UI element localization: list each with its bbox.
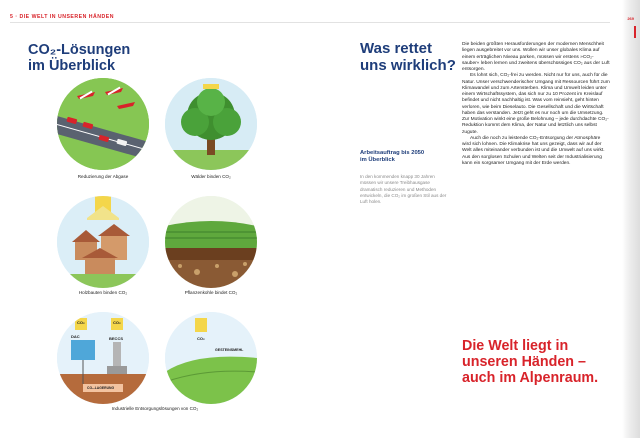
industry-storage-icon — [57, 312, 149, 404]
caption-waelder: Wälder binden CO₂ — [191, 174, 231, 179]
body-paragraph-3: Auch die noch zu leistende CO₂-Entsorgung der Atmosphäre wird sich lohnen. Die Klimakrise hat uns gezeigt, dass wir auf der Welt alles miteinander verbunden ist und die Umwelt auf uns wirkt. Aus den sorglosen Schulen und Welten seit der Industrialisierung kann ein sorgsamer Umgang mit der Erde werden. — [462, 135, 605, 166]
caption-holzbauten: Holzbauten binden CO₂ — [78, 290, 128, 295]
label-co2-2: CO₂ — [113, 320, 121, 325]
header-divider — [10, 22, 610, 23]
left-title-line1: CO₂-Lösungen — [28, 42, 131, 58]
mid-title-line2: uns wirklich? — [360, 57, 456, 74]
left-title-line2: im Überblick — [28, 58, 116, 74]
tree-icon — [165, 78, 257, 170]
left-title — [28, 42, 130, 74]
pull-quote — [462, 338, 598, 387]
rock-dust-icon — [165, 312, 257, 404]
caption-reduzierung: Reduzierung der Abgase — [77, 174, 129, 179]
houses-icon — [57, 196, 149, 288]
quote-line3: auch im Alpenraum. — [462, 370, 599, 387]
sub-heading-line2: im Überblick — [360, 157, 395, 163]
label-beccs: BECCS — [109, 336, 124, 341]
body-paragraph-2: Es lohnt sich, CO₂-frei zu werden. Nicht nur für uns, auch für die Natur. Unser verschwenderischer Umgang mit Ressourcen führt zum Klimawandel und zum Artensterben. Klima und Umwelt leiden unter einem Wirtschaftssystem, das sich nur zu 10 Prozent im Kreislauf befindet und nicht nachhaltig ist. Was vom reinsieht, geht hinten verloren, wie beim Dieselauto. Die Gesellschaft und die Wirtschaft haben das verstanden. Jetzt geht es nur noch um die Umsetzung. Zur Motivation winkt eine große Belohnung – jede durchdachte CO₂-Reduktion kommt dem Klima, der Natur und letztlich uns selbst zugute. — [462, 73, 610, 135]
page-number: 269 — [627, 16, 634, 21]
page-marker — [634, 26, 636, 38]
label-co2-3: CO₂ — [197, 336, 205, 341]
road-cars-planes-icon — [57, 78, 149, 170]
sub-text: In den kommenden knapp 30 Jahren müssen wir unsere Treibhausgase dramatisch reduzieren und Methoden entwickeln, die CO₂ im großen Stil aus der Luft holen. — [360, 174, 447, 205]
quote-line2: unseren Händen – — [462, 354, 586, 371]
mid-title-line1: Was rettet — [360, 40, 432, 57]
sub-heading-line1: Arbeitsauftrag bis 2050 — [360, 150, 425, 156]
label-dac: DAC — [71, 334, 80, 339]
label-co2-1: CO₂ — [77, 320, 85, 325]
label-rock: GESTEINSMEHL — [215, 348, 244, 352]
page-edge — [622, 0, 640, 438]
soil-layers-icon — [165, 196, 257, 288]
sub-heading — [360, 150, 450, 164]
caption-industrielle: Industrielle Entsorgungslösungen von CO₂ — [111, 406, 199, 411]
body-text — [462, 42, 610, 167]
mid-title — [360, 40, 456, 74]
section-header: 5 · DIE WELT IN UNSEREN HÄNDEN — [10, 14, 114, 20]
quote-line1: Die Welt liegt in — [462, 338, 569, 354]
caption-pflanzenkohle: Pflanzenkohle bindet CO₂ — [184, 290, 238, 295]
body-paragraph-1: Die beiden größten Herausforderungen der modernen Menschheit liegen ausgebreitet vor uns. Wollen wir unser globales Klima auf einem erträglichen Niveau parken, müssen wir erstens »CO₂-sauber« leben lernen und zweitens überschüssiges CO₂ aus der Luft entsorgen. — [462, 42, 610, 72]
label-storage: CO₂-LAGERUNG — [87, 386, 115, 390]
